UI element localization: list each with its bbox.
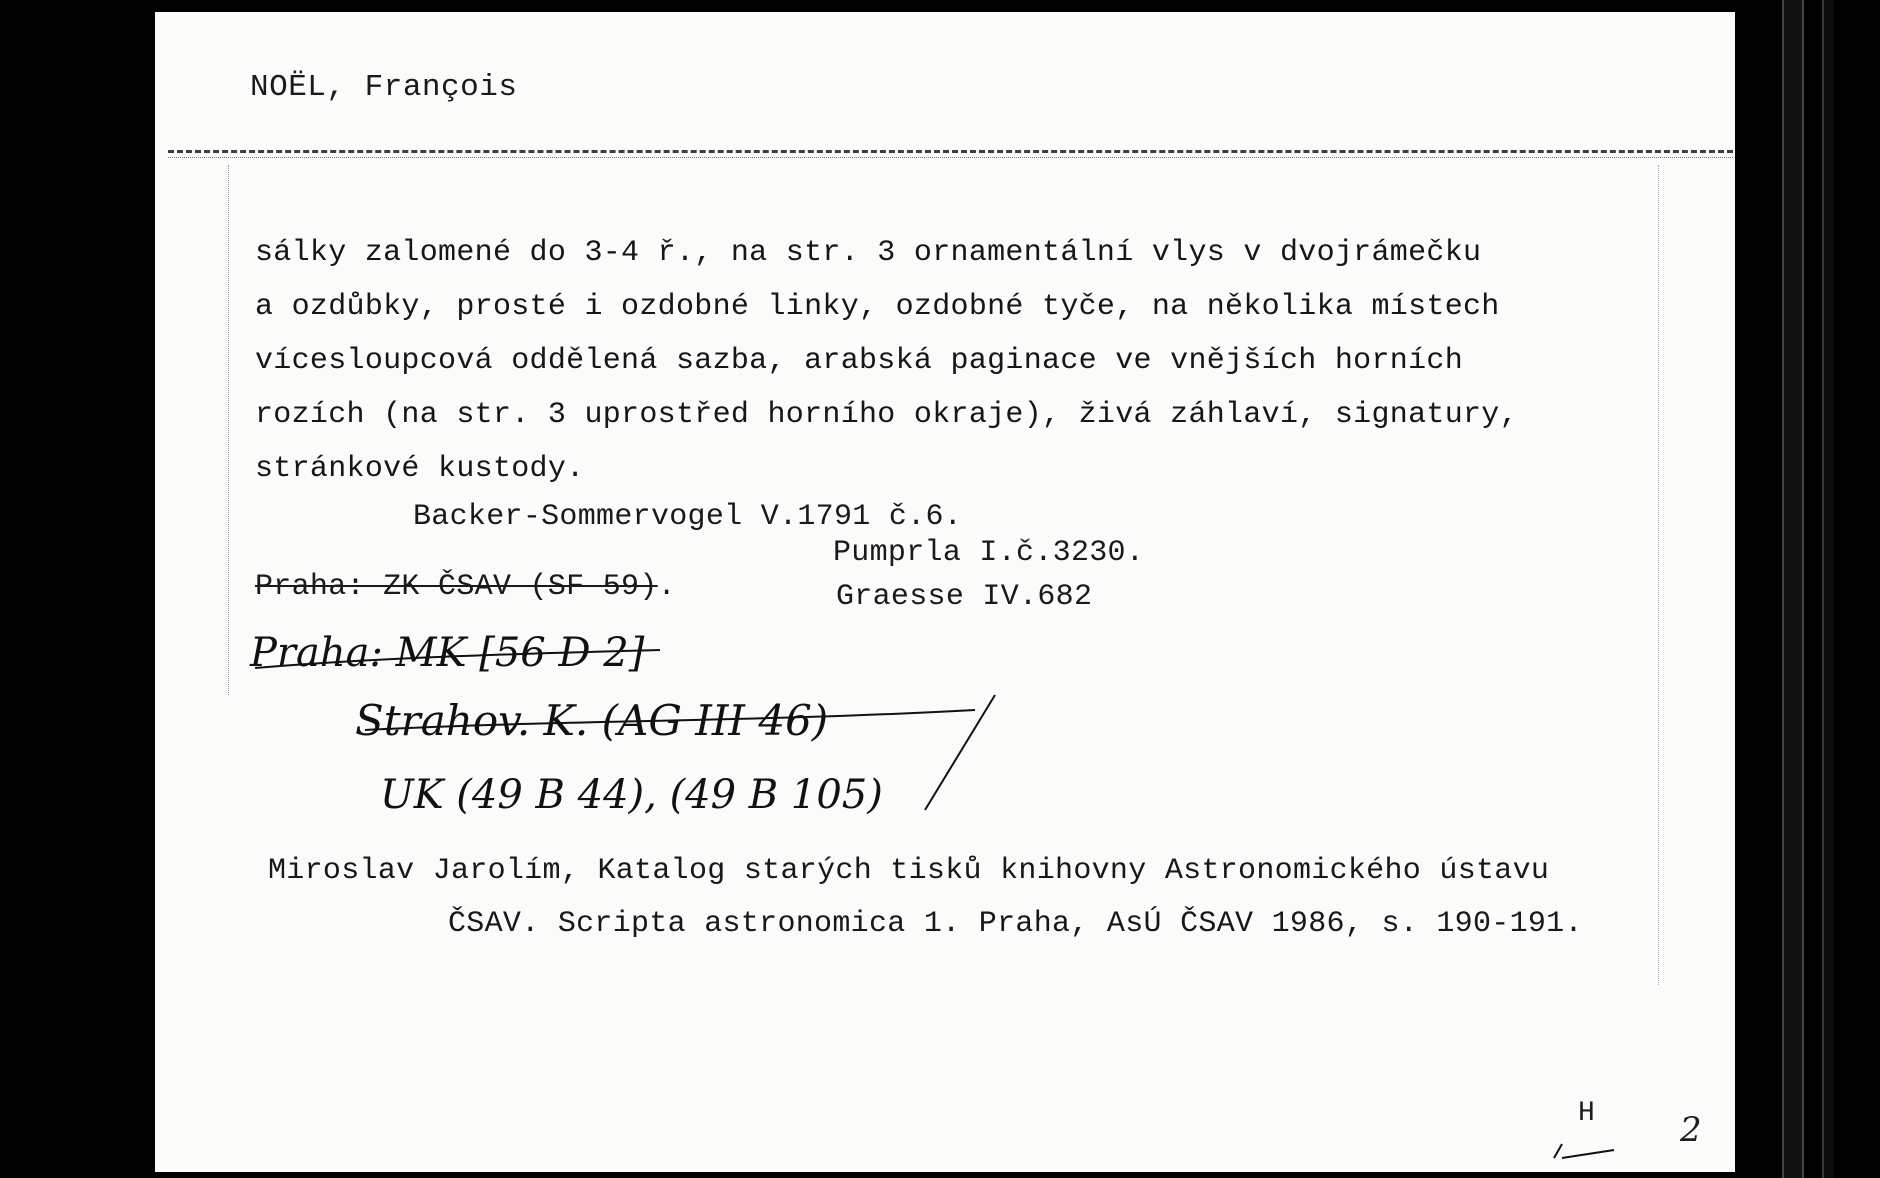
- left-guide-line: [228, 165, 229, 695]
- handwritten-line-3: [380, 772, 883, 818]
- scanner-strip-2: [1822, 0, 1834, 1178]
- card-heading: NOËL, François: [250, 70, 518, 105]
- description-line: stránkové kustody.: [255, 452, 585, 486]
- corner-checkmark: [1552, 1140, 1616, 1160]
- bibliography-footnote: [268, 845, 1583, 951]
- handwritten-strike-1: [250, 640, 670, 680]
- right-guide-line: [1658, 165, 1659, 985]
- description-line: rozích (na str. 3 uprostřed horního okraje), živá záhlaví, signatury,: [255, 398, 1518, 432]
- description-line: sálky zalomené do 3-4 ř., na str. 3 ornamentální vlys v dvojrámečku: [255, 236, 1482, 270]
- reference-praha-line: [255, 570, 676, 604]
- description-block: [255, 226, 1655, 496]
- description-line: vícesloupcová oddělená sazba, arabská paginace ve vnějších horních: [255, 344, 1463, 378]
- handwritten-text-3: UK (49 B 44), (49 B 105): [380, 772, 883, 818]
- heading-rule: [168, 150, 1733, 153]
- card-right-edge: [1735, 0, 1749, 1178]
- reference-pumprla: Pumprla I.č.3230.: [833, 536, 1145, 570]
- handwritten-text-1: Praha: MK [56 D 2]: [250, 630, 645, 676]
- description-line: a ozdůbky, prosté i ozdobné linky, ozdobné tyče, na několika místech: [255, 290, 1500, 324]
- reference-graesse: Graesse IV.682: [836, 580, 1093, 614]
- corner-number: 2: [1680, 1110, 1702, 1150]
- footnote-line-1: Miroslav Jarolím, Katalog starých tisků knihovny Astronomického ústavu: [268, 854, 1550, 888]
- handwritten-text-2: Strahov. K. (AG III 46): [355, 696, 829, 745]
- heading-rule-thin: [168, 157, 1733, 158]
- reference-praha-period: .: [657, 570, 676, 604]
- corner-letter: H: [1578, 1098, 1595, 1129]
- reference-praha-struck: Praha: ZK ČSAV (SF 59): [255, 570, 658, 604]
- scanner-strip: [1782, 0, 1804, 1178]
- reference-backer: Backer-Sommervogel V.1791 č.6.: [413, 500, 963, 534]
- footnote-line-2: ČSAV. Scripta astronomica 1. Praha, AsÚ ČSAV 1986, s. 190-191.: [448, 907, 1583, 941]
